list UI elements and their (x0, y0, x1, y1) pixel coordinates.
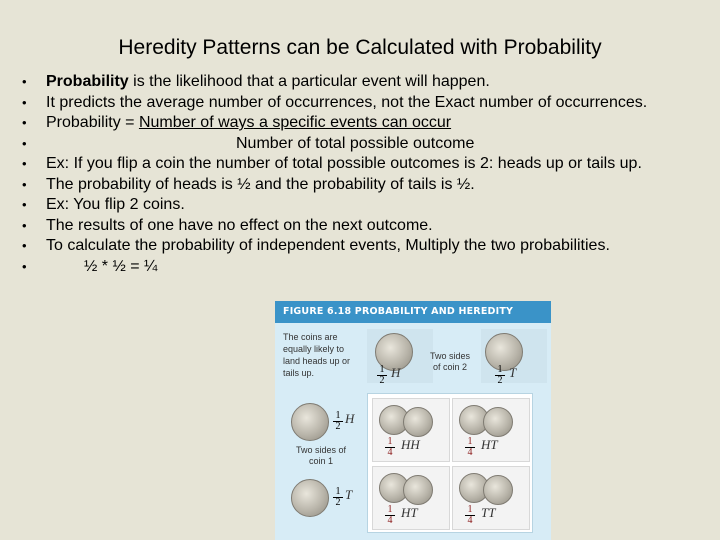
bullet-multiply (22, 236, 702, 257)
bullet-text: To calculate the probability of independent events, Multiply the two probabilities. (46, 237, 610, 254)
outcome-grid (367, 393, 533, 533)
label-h: H (391, 365, 401, 380)
frac-num: 1 (335, 486, 341, 497)
coin-tails-icon (291, 479, 329, 517)
bullet-heads-tails (22, 175, 702, 196)
label-tt: TT (481, 505, 496, 520)
frac-num: 1 (379, 364, 385, 375)
frac-den: 4 (385, 515, 395, 526)
frac-num: 1 (467, 504, 473, 515)
coin-heads-icon (291, 403, 329, 441)
fraction-half (495, 365, 505, 386)
frac-num: 1 (387, 504, 393, 515)
coin-icon (403, 407, 433, 437)
frac-den: 4 (465, 447, 475, 458)
bullet-coin-example (22, 154, 702, 175)
outcome-ht (452, 398, 530, 462)
two-sides-coin1: Two sides of coin 1 (295, 445, 347, 466)
label-ht: HT (401, 505, 418, 520)
coin2-heads-cell (367, 329, 433, 386)
probability-figure (275, 301, 551, 540)
label-hh: HH (401, 437, 420, 452)
coin1-tails-cell (285, 477, 361, 527)
figure-caption: The coins are equally likely to land heads up or tails up. (283, 332, 351, 378)
frac-den: 4 (385, 447, 395, 458)
label-t: T (345, 487, 353, 502)
bullet-text: Ex: If you flip a coin the number of total possible outcomes is 2: heads up or tails up. (46, 155, 642, 172)
bullet-independent (22, 216, 702, 237)
bullet-probability-definition (22, 72, 702, 93)
frac-den: 2 (333, 421, 343, 432)
frac-num: 1 (387, 436, 393, 447)
bullet-text: The results of one have no effect on the next outcome. (46, 216, 433, 234)
frac-num: 1 (497, 364, 503, 375)
coin2-tails-cell (481, 329, 547, 386)
frac-num: 1 (467, 436, 473, 447)
bullet-predicts (22, 93, 702, 114)
bullet-formula (22, 113, 702, 134)
bullet-text: It predicts the average number of occurrences, not the Exact number of occurrences. (46, 93, 648, 111)
coin1-heads-cell (285, 399, 361, 449)
label-t: T (509, 365, 517, 380)
fraction-quarter (465, 505, 475, 526)
outcome-ht-2 (372, 466, 450, 530)
outcome-hh (372, 398, 450, 462)
fraction-quarter (465, 437, 475, 458)
fraction-half (377, 365, 387, 386)
coin-icon (483, 475, 513, 505)
formula-denominator: Number of total possible outcome (236, 134, 475, 152)
frac-den: 4 (465, 515, 475, 526)
frac-den: 2 (495, 375, 505, 386)
bullet-text: Probability = (46, 114, 139, 131)
label-ht: HT (481, 437, 498, 452)
bullet-list (22, 72, 702, 277)
slide-title: Heredity Patterns can be Calculated with Probability (118, 36, 602, 59)
frac-num: 1 (335, 410, 341, 421)
fraction-quarter (385, 437, 395, 458)
bold-term: Probability (46, 73, 129, 90)
bullet-text: Ex: You flip 2 coins. (46, 196, 185, 213)
frac-den: 2 (333, 497, 343, 508)
figure-header: FIGURE 6.18 PROBABILITY AND HEREDITY (275, 301, 551, 323)
bullet-text: is the likelihood that a particular event will happen. (128, 73, 490, 90)
label-h: H (345, 411, 355, 426)
coin-icon (483, 407, 513, 437)
coin-icon (403, 475, 433, 505)
formula-numerator: Number of ways a specific events can occur (138, 114, 452, 131)
bullet-two-coins (22, 195, 702, 216)
bullet-text: ½ * ½ = ¼ (84, 257, 158, 275)
outcome-tt (452, 466, 530, 530)
frac-den: 2 (377, 375, 387, 386)
fraction-quarter (385, 505, 395, 526)
bullet-result (22, 257, 702, 278)
bullet-formula-denominator (22, 134, 702, 155)
bullet-text: The probability of heads is ½ and the probability of tails is ½. (46, 175, 475, 193)
two-sides-coin2: Two sides of coin 2 (429, 351, 471, 372)
fraction-half (333, 411, 343, 432)
fraction-half (333, 487, 343, 508)
